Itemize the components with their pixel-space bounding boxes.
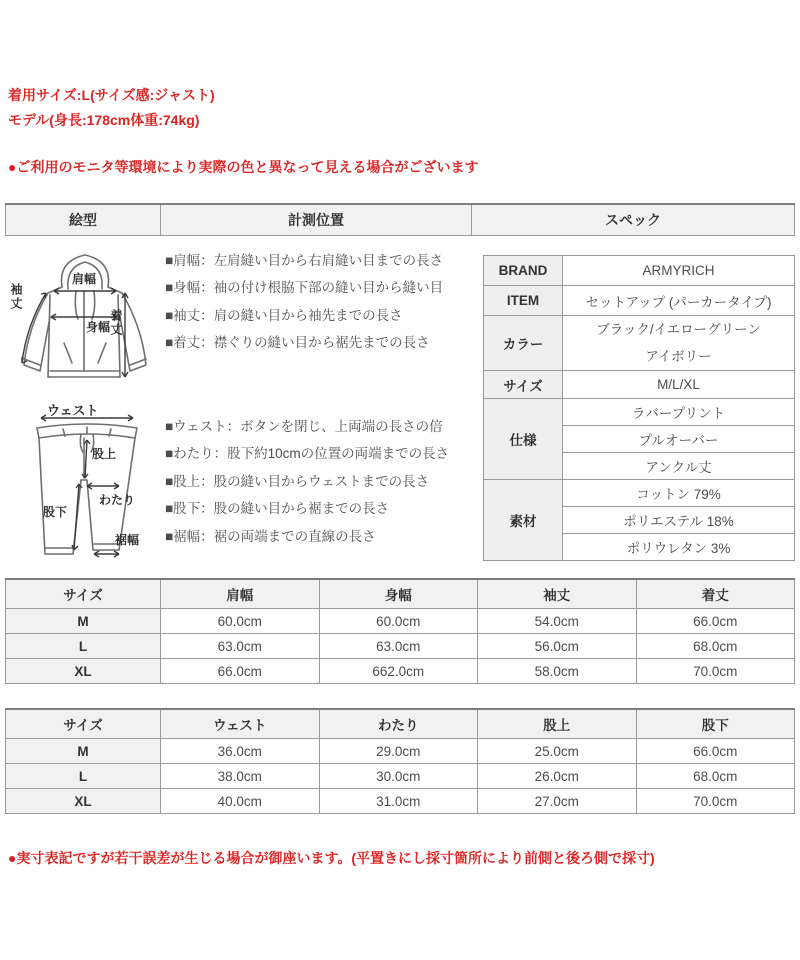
header-measure-position: 計測位置 <box>160 205 471 235</box>
measure-inseam: ■股下：股の縫い目から裾までの長さ <box>165 501 390 517</box>
cell: 31.0cm <box>319 789 478 814</box>
cell: 63.0cm <box>161 634 320 659</box>
bottom-measurement-list <box>165 413 483 550</box>
tops-size-table <box>5 578 795 684</box>
tops-col-chest: 身幅 <box>319 579 478 609</box>
spec-color-line1: ブラック/イエローグリーン <box>596 322 761 337</box>
spec-material-2: ポリエステル 18% <box>563 507 795 534</box>
cell: 40.0cm <box>161 789 320 814</box>
hoodie-diagram <box>10 247 160 395</box>
spec-item-value: セットアップ (パーカータイプ) <box>563 286 795 316</box>
spec-size-value: M/L/XL <box>563 371 795 399</box>
info-table-header <box>5 203 795 236</box>
table-row <box>6 609 795 634</box>
accuracy-note: ●実寸表記ですが若干誤差が生じる場合が御座います。(平置きにし採寸箇所により前側と後ろ側で採寸) <box>8 850 655 866</box>
cell: 58.0cm <box>478 659 637 684</box>
table-row <box>6 764 795 789</box>
cell: 60.0cm <box>319 609 478 634</box>
spec-color-label: カラー <box>484 316 563 371</box>
pants-diagram <box>15 402 160 570</box>
spec-feature-3: アンクル丈 <box>563 453 795 480</box>
tops-row-xl-size: XL <box>6 659 161 684</box>
spec-material-label: 素材 <box>484 480 563 561</box>
wearing-size-note: 着用サイズ:L(サイズ感:ジャスト) <box>8 87 215 103</box>
cell: 56.0cm <box>478 634 637 659</box>
cell: 70.0cm <box>636 789 795 814</box>
cell: 27.0cm <box>478 789 637 814</box>
pants-col-waist: ウェスト <box>161 709 320 739</box>
cell: 70.0cm <box>636 659 795 684</box>
spec-material-1: コットン 79% <box>563 480 795 507</box>
pants-col-inseam: 股下 <box>636 709 795 739</box>
cell: 38.0cm <box>161 764 320 789</box>
pants-row-m-size: M <box>6 739 161 764</box>
measure-thigh: ■わたり：股下約10cmの位置の両端までの長さ <box>165 446 450 462</box>
pants-rise-label: 股上 <box>92 447 117 461</box>
cell: 29.0cm <box>319 739 478 764</box>
tops-row-m-size: M <box>6 609 161 634</box>
table-row <box>6 739 795 764</box>
header-spec: スペック <box>471 205 795 235</box>
measure-hem: ■裾幅：裾の両端までの直線の長さ <box>165 528 376 544</box>
tops-col-size: サイズ <box>6 579 161 609</box>
spec-size-label: サイズ <box>484 371 563 399</box>
cell: 60.0cm <box>161 609 320 634</box>
tops-col-sleeve: 袖丈 <box>478 579 637 609</box>
measure-shoulder: ■肩幅：左肩縫い目から右肩縫い目までの長さ <box>165 253 444 268</box>
spec-feature-2: プルオーバー <box>563 426 795 453</box>
table-row <box>6 634 795 659</box>
pants-inseam-label: 股下 <box>43 505 68 519</box>
cell: 36.0cm <box>161 739 320 764</box>
spec-color-value <box>563 316 795 371</box>
pants-thigh-label: わたり <box>99 493 136 507</box>
measure-sleeve: ■袖丈：肩の縫い目から袖先までの長さ <box>165 307 403 323</box>
table-row <box>6 659 795 684</box>
spec-color-line2: アイボリー <box>645 349 712 364</box>
cell: 66.0cm <box>636 609 795 634</box>
pants-waist-label: ウェスト <box>47 403 99 418</box>
tops-col-shoulder: 肩幅 <box>161 579 320 609</box>
model-info-note: モデル(身長:178cm体重:74kg) <box>8 112 200 128</box>
pants-row-xl-size: XL <box>6 789 161 814</box>
spec-brand-value: ARMYRICH <box>563 256 795 286</box>
hoodie-chest-label: 身幅 <box>86 320 111 334</box>
hoodie-sleeve-label: 袖丈 <box>9 283 23 311</box>
monitor-color-note: ●ご利用のモニタ等環境により実際の色と異なって見える場合がございます <box>8 159 479 175</box>
hoodie-length-label: 着丈 <box>109 309 123 337</box>
cell: 66.0cm <box>636 739 795 764</box>
spec-table <box>483 255 795 561</box>
hoodie-sketch-icon <box>10 247 160 395</box>
top-measurement-list <box>165 247 483 357</box>
tops-row-l-size: L <box>6 634 161 659</box>
cell: 68.0cm <box>636 634 795 659</box>
measure-length: ■着丈：襟ぐりの縫い目から裾先までの長さ <box>165 335 430 351</box>
tops-col-length: 着丈 <box>636 579 795 609</box>
spec-brand-label: BRAND <box>484 256 563 286</box>
cell: 25.0cm <box>478 739 637 764</box>
table-row <box>6 789 795 814</box>
spec-item-label: ITEM <box>484 286 563 316</box>
spec-feature-label: 仕様 <box>484 399 563 480</box>
pants-hem-label: 裾幅 <box>115 533 140 547</box>
pants-col-size: サイズ <box>6 709 161 739</box>
pants-size-table <box>5 708 795 814</box>
cell: 68.0cm <box>636 764 795 789</box>
header-drawing: 絵型 <box>5 205 160 235</box>
cell: 63.0cm <box>319 634 478 659</box>
hoodie-shoulder-label: 肩幅 <box>72 272 97 286</box>
measure-waist: ■ウェスト：ボタンを閉じ、上両端の長さの倍 <box>165 419 443 434</box>
cell: 662.0cm <box>319 659 478 684</box>
cell: 66.0cm <box>161 659 320 684</box>
cell: 26.0cm <box>478 764 637 789</box>
pants-row-l-size: L <box>6 764 161 789</box>
pants-col-thigh: わたり <box>319 709 478 739</box>
spec-feature-1: ラバープリント <box>563 399 795 426</box>
spec-material-3: ポリウレタン 3% <box>563 534 795 561</box>
measure-rise: ■股上：股の縫い目からウェストまでの長さ <box>165 473 430 489</box>
measure-chest: ■身幅：袖の付け根脇下部の縫い目から縫い目 <box>165 280 444 296</box>
pants-col-rise: 股上 <box>478 709 637 739</box>
cell: 30.0cm <box>319 764 478 789</box>
cell: 54.0cm <box>478 609 637 634</box>
